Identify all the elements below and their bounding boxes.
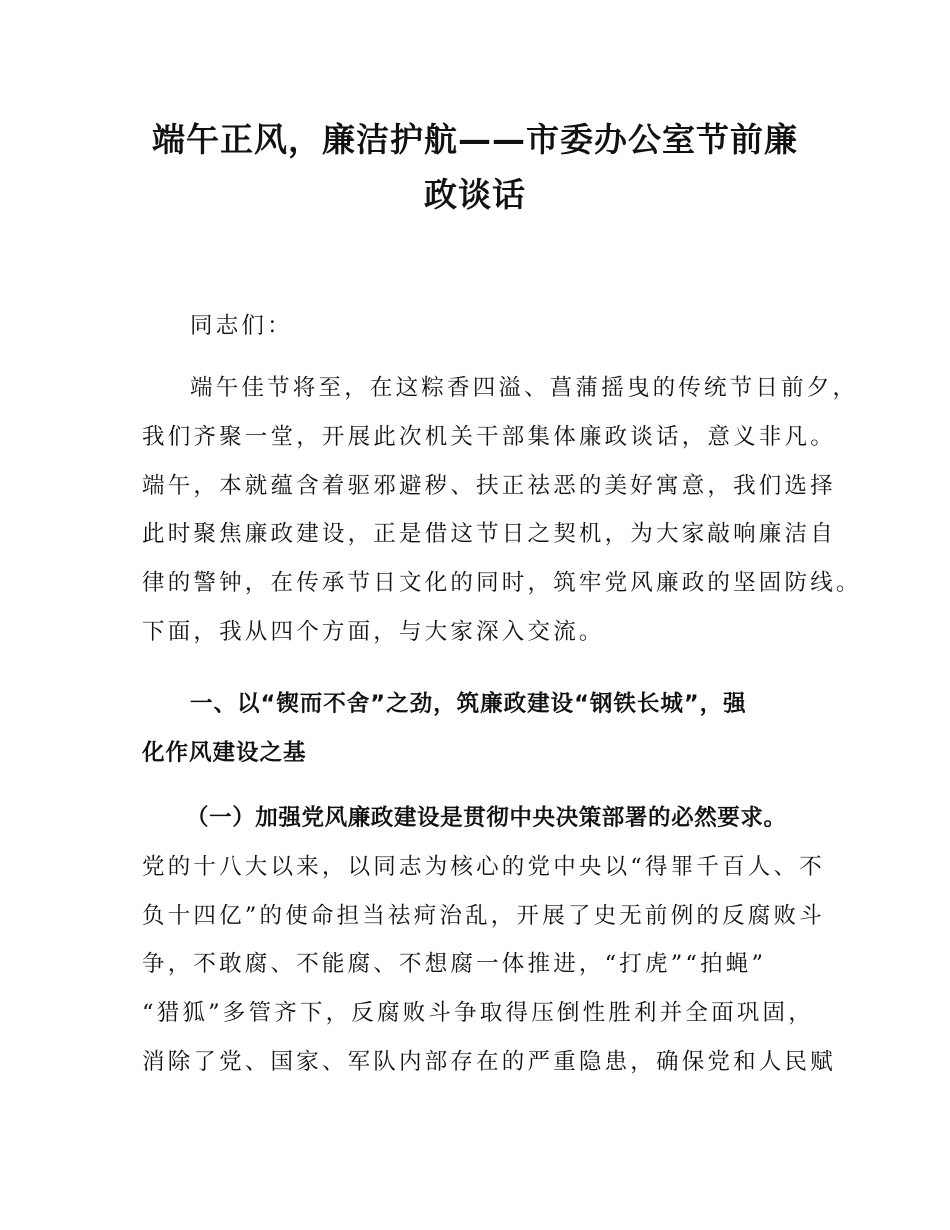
paragraph-line: 律的警钟，在传承节日文化的同时，筑牢党风廉政的坚固防线。 [142,570,862,597]
paragraph-line: 消除了党、国家、军队内部存在的严重隐患，确保党和人民赋 [142,1048,836,1075]
document-title [120,112,830,222]
salutation [142,302,832,351]
title-line-2: 政谈话 [424,175,526,214]
paragraph-line: 争，不敢腐、不能腐、不想腐一体推进，“打虎”“拍蝇” [142,951,767,978]
section-heading-1 [142,680,832,778]
paragraph-line: 我们齐聚一堂，开展此次机关干部集体廉政谈话，意义非凡。 [142,423,836,450]
paragraph-line: “猎狐”多管齐下，反腐败斗争取得压倒性胜利并全面巩固， [142,1000,814,1027]
paragraph-line: 端午，本就蕴含着驱邪避秽、扶正祛恶的美好寓意，我们选择 [142,472,836,499]
intro-paragraph [142,364,862,657]
paragraph-line: 负十四亿”的使命担当祛疴治乱，开展了史无前例的反腐败斗 [142,902,825,929]
salutation-text: 同志们： [190,313,293,339]
subsection-heading: （一）加强党风廉政建设是贯彻中央决策部署的必然要求。 [186,805,787,831]
section-heading-line: 化作风建设之基 [142,739,307,766]
subsection-paragraph-1 [142,794,836,1087]
paragraph-line: 端午佳节将至，在这粽香四溢、菖蒲摇曳的传统节日前夕， [190,375,859,401]
title-line-1: 端午正风，廉洁护航——市委办公室节前廉 [152,120,798,159]
section-heading-line: 一、以“锲而不舍”之劲，筑廉政建设“钢铁长城”，强 [190,691,747,717]
paragraph-line: 党的十八大以来，以同志为核心的党中央以“得罪千百人、不 [142,853,825,880]
paragraph-line: 此时聚焦廉政建设，正是借这节日之契机，为大家敲响廉洁自 [142,521,836,548]
paragraph-line: 下面，我从四个方面，与大家深入交流。 [142,618,605,645]
